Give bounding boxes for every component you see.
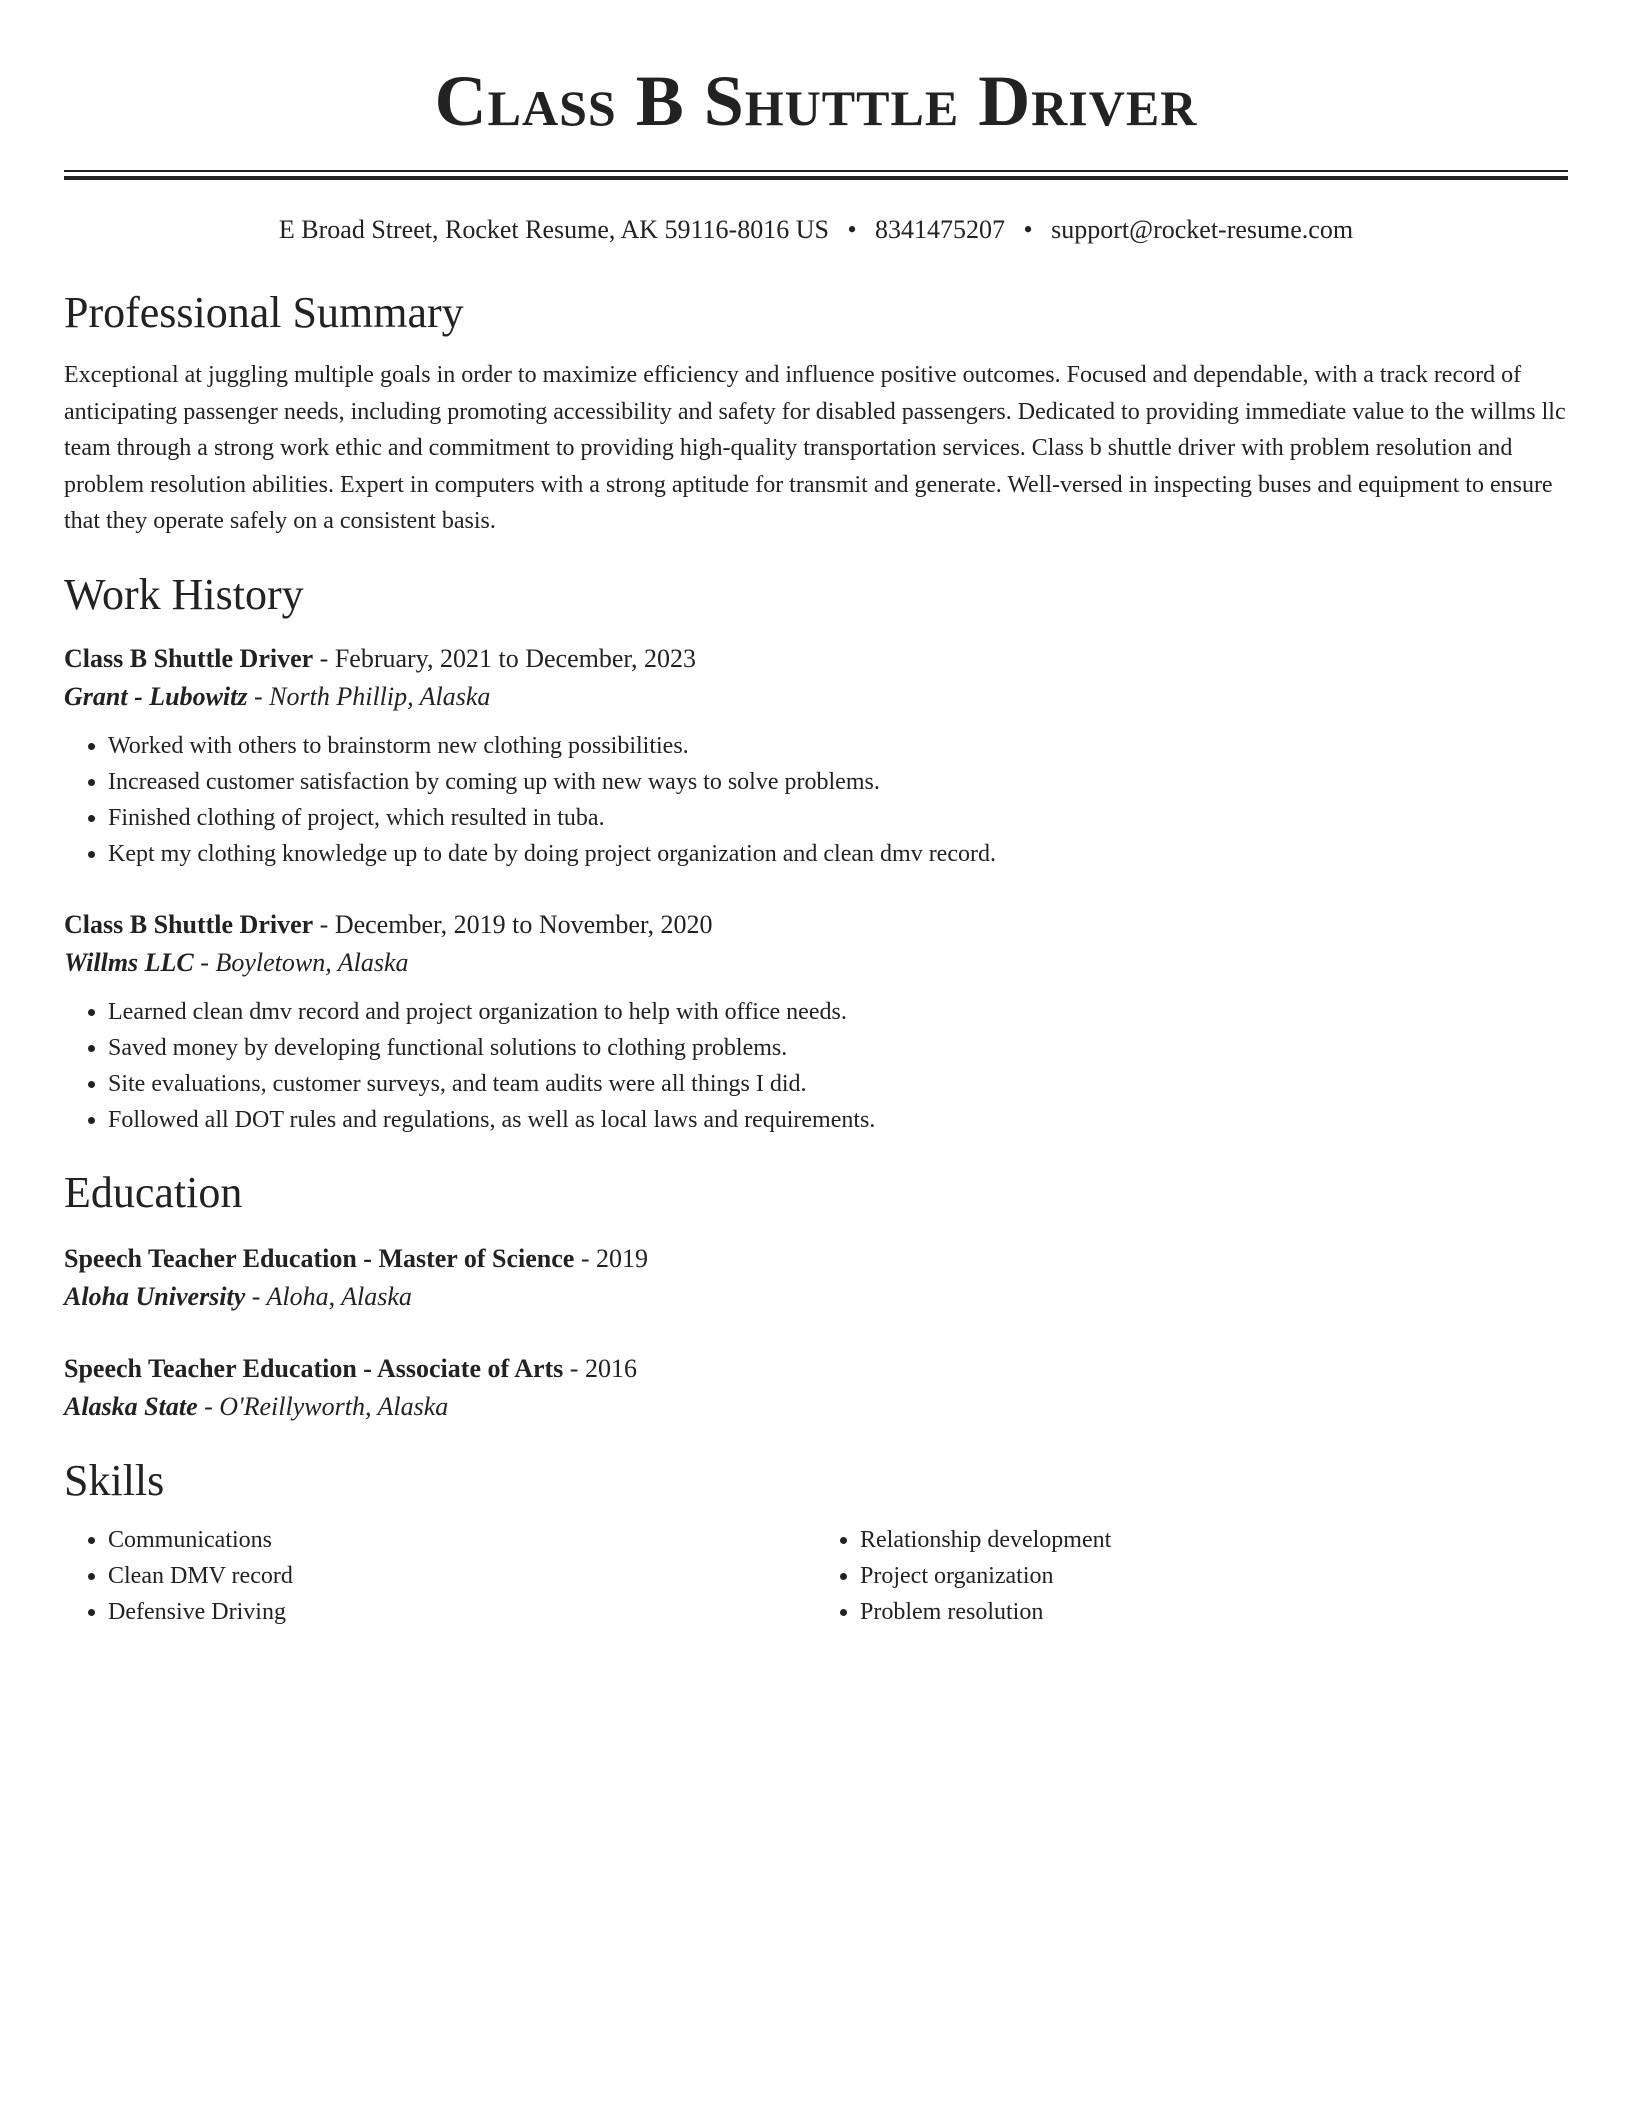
contact-separator: • — [1023, 215, 1033, 244]
school-line — [64, 1278, 1568, 1316]
education-entry — [64, 1240, 1568, 1316]
education-heading: Education — [64, 1167, 243, 1217]
degree-year: - 2019 — [574, 1243, 648, 1273]
contact-address: E Broad Street, Rocket Resume, AK 59116-8016 US — [278, 215, 829, 244]
employer-line — [64, 944, 1568, 982]
degree-name: Speech Teacher Education - Associate of Arts — [64, 1353, 564, 1383]
degree-line — [64, 1240, 1568, 1278]
job-title: Class B Shuttle Driver — [64, 643, 314, 673]
employer-location: - Boyletown, Alaska — [193, 947, 409, 977]
job-entry — [64, 906, 1568, 1138]
summary-text: Exceptional at juggling multiple goals in order to maximize efficiency and influence positive outcomes. Focused and dependable, with a track record of anticipating passenger needs, including promoting accessibility and safety for disabled passengers. Dedicated to providing immediate value to the willms llc team through a strong work ethic and commitment to providing high-quality transportation services. Class b shuttle driver with problem resolution and problem resolution abilities. Expert in computers with a strong aptitude for transmit and generate. Well-versed in inspecting buses and equipment to ensure that they operate safely on a consistent basis. — [64, 362, 1566, 534]
job-title: Class B Shuttle Driver — [64, 909, 314, 939]
title-divider — [64, 170, 1568, 180]
job-bullet: • Worked with others to brainstorm new clothing possibilities. — [108, 728, 1568, 764]
degree-year: - 2016 — [563, 1353, 637, 1383]
job-bullet: • Finished clothing of project, which resulted in tuba. — [108, 800, 1568, 836]
education-entry — [64, 1350, 1568, 1426]
job-dates: - February, 2021 to December, 2023 — [313, 643, 696, 673]
school-name: Aloha University — [64, 1281, 246, 1311]
job-entry — [64, 640, 1568, 872]
job-bullet: • Followed all DOT rules and regulations, as well as local laws and requirements. — [108, 1102, 1568, 1138]
job-title-line — [64, 906, 1568, 944]
skills-column-right — [816, 1522, 1568, 1630]
contact-line — [64, 214, 1568, 246]
degree-line — [64, 1350, 1568, 1388]
skill-item: • Defensive Driving — [108, 1594, 816, 1630]
job-bullets — [64, 728, 1568, 872]
job-bullet: • Learned clean dmv record and project organization to help with office needs. — [108, 994, 1568, 1030]
degree-name: Speech Teacher Education - Master of Science — [64, 1243, 575, 1273]
skills-list — [64, 1522, 1568, 1630]
school-location: - Aloha, Alaska — [245, 1281, 412, 1311]
employer-name: Willms LLC — [64, 947, 194, 977]
job-bullet: • Kept my clothing knowledge up to date by doing project organization and clean dmv record. — [108, 836, 1568, 872]
job-dates: - December, 2019 to November, 2020 — [313, 909, 713, 939]
job-title-line — [64, 640, 1568, 678]
skill-item: • Project organization — [860, 1558, 1568, 1594]
contact-phone: 8341475207 — [875, 215, 1006, 244]
summary-heading: Professional Summary — [64, 288, 464, 337]
employer-line — [64, 678, 1568, 716]
contact-email: support@rocket-resume.com — [1051, 215, 1354, 244]
employer-name: Grant - Lubowitz — [64, 681, 248, 711]
job-bullets — [64, 994, 1568, 1138]
skills-column-left — [64, 1522, 816, 1630]
skill-item: • Problem resolution — [860, 1594, 1568, 1630]
contact-separator: • — [847, 215, 857, 244]
school-name: Alaska State — [64, 1391, 198, 1421]
skill-item: • Clean DMV record — [108, 1558, 816, 1594]
job-bullet: • Site evaluations, customer surveys, and team audits were all things I did. — [108, 1066, 1568, 1102]
skill-item: • Relationship development — [860, 1522, 1568, 1558]
resume-title: Class B Shuttle Driver — [434, 61, 1198, 141]
work-history-heading: Work History — [64, 569, 304, 619]
school-location: - O'Reillyworth, Alaska — [197, 1391, 449, 1421]
job-bullet: • Saved money by developing functional solutions to clothing problems. — [108, 1030, 1568, 1066]
skills-heading: Skills — [64, 1455, 165, 1505]
skill-item: • Communications — [108, 1522, 816, 1558]
job-bullet: • Increased customer satisfaction by coming up with new ways to solve problems. — [108, 764, 1568, 800]
employer-location: - North Phillip, Alaska — [247, 681, 491, 711]
school-line — [64, 1388, 1568, 1426]
